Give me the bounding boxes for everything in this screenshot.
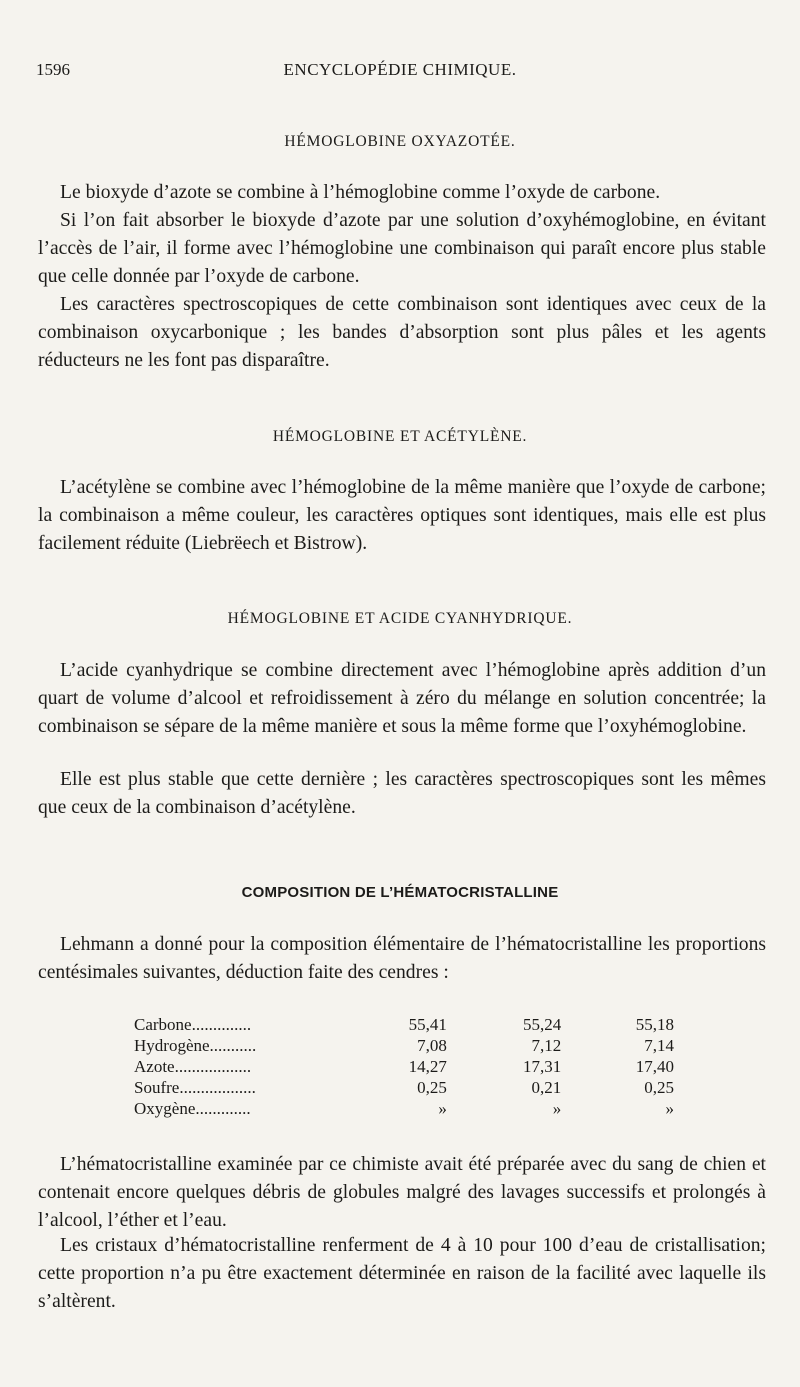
running-header <box>36 60 764 84</box>
element-name: Carbone.............. <box>134 1015 252 1034</box>
value-analysis-1: 14,27 <box>408 1057 447 1076</box>
value-analysis-1: 55,41 <box>408 1015 447 1034</box>
paragraph: Si l’on fait absorber le bioxyde d’azote par une solution d’oxyhémoglobine, en évitant l’accès de l’air, il forme avec l’hémoglobine une combinaison qui paraît encore plus stable que celle donnée par l’oxyde de carbone. <box>38 210 766 287</box>
table-row <box>134 1056 674 1077</box>
section-title-acide-cyanhydrique: HÉMOGLOBINE ET ACIDE CYANHYDRIQUE. <box>227 610 573 627</box>
paragraph: L’acétylène se combine avec l’hémoglobine de la même manière que l’oxyde de carbone; la combinaison a même couleur, les caractères optiques sont identiques, mais elle est plus facilement réduite (Liebrëech et Bistrow). <box>38 477 766 554</box>
value-analysis-2: » <box>552 1099 562 1118</box>
paragraph: Elle est plus stable que cette dernière ; les caractères spectroscopiques sont les mêmes que ceux de la combinaison d’acétylène. <box>38 769 766 818</box>
section-title-composition: COMPOSITION DE L’HÉMATOCRISTALLINE <box>241 884 559 901</box>
value-analysis-2: 0,21 <box>531 1078 562 1097</box>
table-row <box>134 1014 674 1035</box>
table-row <box>134 1077 674 1098</box>
element-name: Oxygène............. <box>134 1099 251 1118</box>
paragraph: L’hématocristalline examinée par ce chimiste avait été préparée avec du sang de chien et contenait encore quelques débris de globules malgré des lavages successifs et prolongés à l’alcool, l’éther et l’eau. <box>38 1154 766 1231</box>
paragraph: Le bioxyde d’azote se combine à l’hémoglobine comme l’oxyde de carbone. <box>60 182 661 203</box>
section-title-oxyazotee: HÉMOGLOBINE OXYAZOTÉE. <box>284 133 516 150</box>
section-title-acetylene: HÉMOGLOBINE ET ACÉTYLÈNE. <box>272 428 528 445</box>
running-title: ENCYCLOPÉDIE CHIMIQUE. <box>283 60 517 79</box>
value-analysis-2: 17,31 <box>523 1057 562 1076</box>
value-analysis-2: 7,12 <box>531 1036 562 1055</box>
paragraph: Les cristaux d’hématocristalline renferment de 4 à 10 pour 100 d’eau de cristallisation; cette proportion n’a pu être exactement déterminée en raison de la facilité avec laquelle ils s’altèrent. <box>38 1235 766 1312</box>
paragraph: L’acide cyanhydrique se combine directement avec l’hémoglobine après addition d’un quart de volume d’alcool et refroidissement à zéro du mélange en solution concentrée; la combinaison se sépare de la même manière et sous la même forme que l’oxyhémoglobine. <box>38 660 766 737</box>
element-name: Soufre.................. <box>134 1078 256 1097</box>
value-analysis-2: 55,24 <box>523 1015 562 1034</box>
value-analysis-3: 0,25 <box>644 1078 674 1097</box>
paragraph: Lehmann a donné pour la composition élémentaire de l’hématocristalline les proportions centésimales suivantes, déduction faite des cendres : <box>38 934 766 983</box>
value-analysis-3: 7,14 <box>644 1036 674 1055</box>
value-analysis-3: 17,40 <box>635 1057 674 1076</box>
value-analysis-1: » <box>438 1099 447 1118</box>
element-name: Azote.................. <box>134 1057 252 1076</box>
table-row <box>134 1035 674 1056</box>
value-analysis-3: 55,18 <box>635 1015 674 1034</box>
composition-table <box>134 1014 674 1119</box>
value-analysis-1: 7,08 <box>417 1036 447 1055</box>
table-row <box>134 1098 674 1119</box>
paragraph: Les caractères spectroscopiques de cette combinaison sont identiques avec ceux de la combinaison oxycarbonique ; les bandes d’absorption sont plus pâles et les agents réducteurs ne les font pas disparaître. <box>38 294 766 371</box>
page-number: 1596 <box>36 60 70 79</box>
element-name: Hydrogène........... <box>134 1036 257 1055</box>
value-analysis-3: » <box>665 1099 674 1118</box>
value-analysis-1: 0,25 <box>417 1078 447 1097</box>
